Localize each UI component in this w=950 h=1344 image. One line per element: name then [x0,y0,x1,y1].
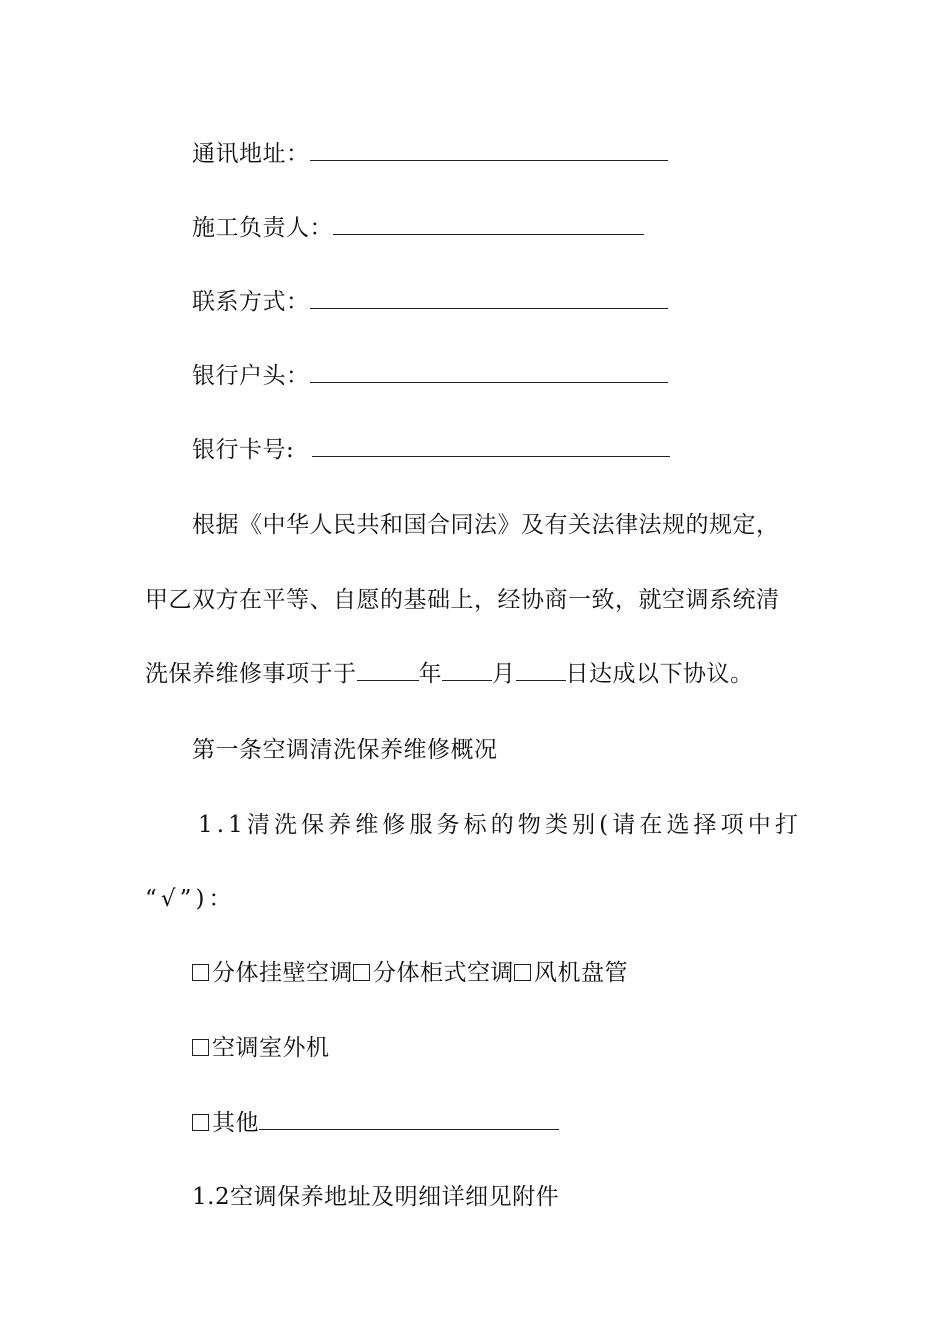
bank-card-label: 银行卡号: [192,437,295,463]
other-blank[interactable] [259,1109,559,1130]
option-outdoor-unit: 空调室外机 [212,1035,330,1061]
options-row-1 [192,959,628,987]
option-split-wall: 分体挂壁空调 [212,960,353,986]
year-label: 年 [418,661,442,687]
options-row-2 [192,1034,330,1062]
day-label: 日达成以下协议。 [565,661,754,687]
address-field [192,140,668,168]
bank-account-field [192,362,668,390]
intro-line-2: 甲乙双方在平等、自愿的基础上，经协商一致，就空调系统清 [145,587,780,613]
intro-line-3 [145,660,754,688]
month-label: 月 [492,661,516,687]
year-blank[interactable] [357,660,419,681]
address-blank[interactable] [310,140,668,161]
options-row-3 [192,1109,559,1137]
article-1-title: 第一条空调清洗保养维修概况 [192,737,498,763]
bank-account-label: 银行户头： [192,363,310,389]
item-1-1-line-1: 1.1清洗保养维修服务标的物类别(请在选择项中打 [198,812,802,838]
bank-card-field [192,436,670,464]
bank-account-blank[interactable] [310,362,668,383]
month-blank[interactable] [442,660,492,681]
bank-card-blank[interactable] [312,436,670,457]
day-blank[interactable] [516,660,566,681]
item-1-2: 1.2空调保养地址及明细详细见附件 [192,1184,560,1210]
option-split-cabinet: 分体柜式空调 [373,960,514,986]
contact-label: 联系方式： [192,289,310,315]
option-fan-coil: 风机盘管 [534,960,628,986]
contact-blank[interactable] [310,288,668,309]
checkbox-fan-coil[interactable] [514,964,531,981]
option-other: 其他 [212,1110,259,1136]
address-label: 通讯地址： [192,141,310,167]
intro-line-3-text: 洗保养维修事项于于 [145,661,357,687]
checkbox-split-cabinet[interactable] [353,964,370,981]
checkbox-outdoor-unit[interactable] [192,1039,209,1056]
checkbox-other[interactable] [192,1114,209,1131]
item-1-1-line-2: “√”)： [145,886,236,912]
manager-label: 施工负责人： [192,215,333,241]
checkbox-split-wall[interactable] [192,964,209,981]
intro-line-1: 根据《中华人民共和国合同法》及有关法律法规的规定， [192,512,780,538]
manager-field [192,214,644,242]
manager-blank[interactable] [333,214,644,235]
contact-field [192,288,668,316]
